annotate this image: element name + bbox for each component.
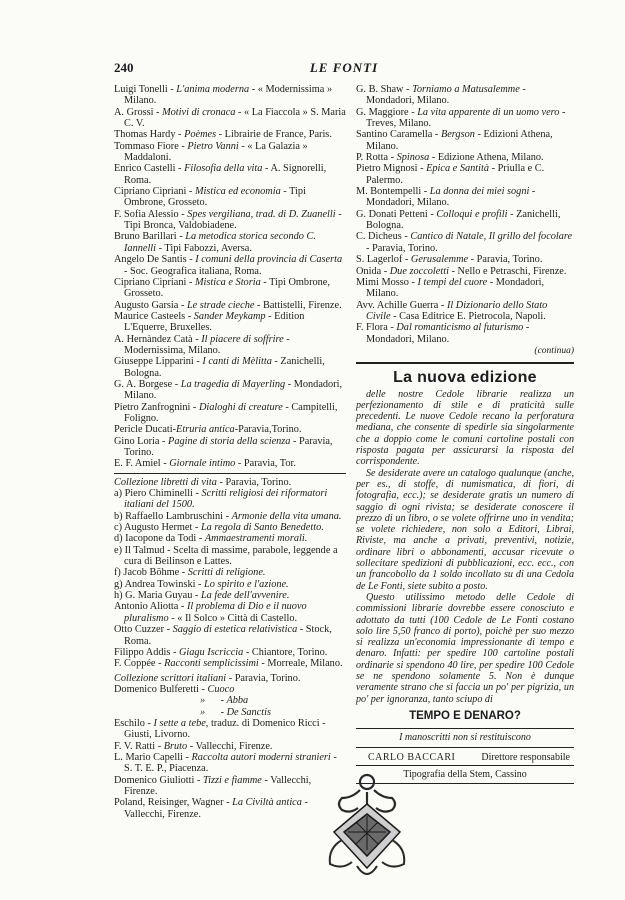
bibliography-entry: Giuseppe Lipparini - I canti di Mèlitta - Zanichelli, Bologna. bbox=[114, 356, 325, 379]
bibliography-entry: F. Flora - Dal romanticismo al futurismo - Mondadori, Milano. bbox=[356, 322, 530, 345]
bibliography-entry: F. Coppée - Racconti semplicissimi - Morreale, Milano. bbox=[114, 658, 343, 670]
bibliography-entry: F. V. Ratti - Bruto - Vallecchi, Firenze. bbox=[114, 740, 273, 752]
director-name: CARLO BACCARI bbox=[368, 751, 456, 763]
continued-note: (continua) bbox=[534, 345, 574, 356]
bibliography-entry: Enrico Castelli - Filosofia della vita - A. Signorelli, Roma. bbox=[114, 163, 327, 186]
notice-slogan: TEMPO E DENARO? bbox=[409, 709, 521, 722]
bibliography-entry: Tommaso Fiore - Pietro Vanni - « La Galazia » Maddaloni. bbox=[114, 140, 308, 164]
bibliography-entry: C. Dicheus - Cantico di Natale, Il grillo del focolare - Paravia, Torino. bbox=[356, 231, 573, 254]
bibliography-entry: A. Grossi - Motivi di cronaca - « La Fiaccola » S. Maria C. V. bbox=[114, 106, 346, 130]
bibliography-entry: L. Mario Capelli - Raccolta autori moderni stranieri - S. T. E. P., Piacenza. bbox=[114, 751, 337, 775]
section-divider bbox=[114, 473, 346, 474]
bibliography-entry: E. F. Amiel - Giornale intimo - Paravia, Tor. bbox=[114, 458, 296, 470]
ditto-row: » - Abba bbox=[200, 695, 249, 707]
bibliography-entry: Onida - Due zoccoletti - Nello e Petraschi, Firenze. bbox=[356, 265, 567, 277]
bibliography-entry: Bruno Barillari - La metodica storica secondo C. Iannelli - Tipi Fabozzi, Aversa. bbox=[114, 231, 316, 254]
bibliography-entry: Pietro Mignosi - Epica e Santità - Priulla e C. Palermo. bbox=[356, 163, 545, 186]
running-title: LE FONTI bbox=[309, 60, 379, 75]
bibliography-entry: Otto Cuzzer - Saggio di estetica relativistica - Stock, Roma. bbox=[114, 624, 332, 647]
page-number: 240 bbox=[114, 60, 134, 75]
bibliography-entry: Santino Caramella - Bergson - Edizioni Athena, Milano. bbox=[356, 129, 553, 152]
manuscripts-note: I manoscritti non si restituiscono bbox=[399, 732, 531, 744]
notice-paragraph: delle nostre Cedole librarie realizza un perfezionamento di stile e di praticità sulle precedenti. Le nuove Cedole recano la perforatura mediana, che consente di spedirle sia singolarmente che a doppio come le comuni cartoline postali con risposta pagata per assicurarsi la risposta del corrispondente. bbox=[356, 388, 574, 468]
bibliography-entry: Domenico Giuliotti - Tizzi e fiamme - Vallecchi, Firenze. bbox=[114, 774, 312, 797]
bibliography-entry: A. Hernàndez Catà - Il piacere di soffrire - Modernissima, Milano. bbox=[114, 333, 290, 356]
bibliography-entry: S. Lagerlof - Gerusalemme - Paravia, Torino. bbox=[356, 254, 543, 266]
printer-line: Tipografia della Stem, Cassino bbox=[403, 768, 527, 780]
collection-item: c) Augusto Hermet - La regola di Santo Benedetto. bbox=[114, 522, 324, 534]
bibliography-entry: Avv. Achille Guerra - Il Dizionario dello Stato Civile - Casa Editrice E. Pietrocola, Napoli. bbox=[356, 299, 548, 322]
page-header bbox=[114, 60, 574, 76]
bibliography-entry: Thomas Hardy - Poèmes - Librairie de France, Paris. bbox=[114, 129, 332, 141]
collection-item: e) Il Talmud - Scelta di massime, parabole, leggende a cura di Beilinson e Lattes. bbox=[114, 544, 338, 568]
collection-item: g) Andrea Towinski - Lo spirito e l'azione. bbox=[114, 578, 289, 590]
bibliography-entry: Maurice Casteels - Sander Meykamp - Edition L'Equerre, Bruxelles. bbox=[114, 310, 305, 334]
bibliography-entry: F. Sofia Alessio - Spes vergiliana, trad. di D. Zuanelli - Tipi Bronca, Valdobiadene. bbox=[114, 208, 342, 232]
entry-list-1 bbox=[114, 84, 346, 470]
heraldic-emblem-icon bbox=[312, 770, 422, 885]
bibliography-entry: Augusto Garsia - Le strade cieche - Battistelli, Firenze. bbox=[114, 299, 342, 311]
notice-paragraph: Questo utilissimo metodo delle Cedole di commissioni librarie dovrebbe essere conosciuto e adottato da tutti (100 Cedole de Le Fonti costano solo lire 5,50 franco di porto), poichè per suo mezzo si realizza un'economia impressionante di tempo e denaro. Infatti: per spedire 100 cartoline postali ordinarie si spendono 40 lire, per spedire 100 Cedole se ne spendono solamente 5. Non è dunque veramente strano che si faccia un po' per pigrizia, un po' per ignoranza, tanto sciupo di bbox=[356, 591, 574, 705]
collection-libretti bbox=[114, 477, 346, 602]
ditto-row: » - De Sanctis bbox=[200, 706, 271, 718]
bibliography-entry: Eschilo - I sette a tebe, traduz. di Domenico Ricci - Giusti, Livorno. bbox=[114, 717, 326, 741]
bibliography-entry: Mimi Mosso - I tempi del cuore - Mondadori, Milano. bbox=[356, 276, 545, 300]
bibliography-entry: M. Bontempelli - La donna dei miei sogni - Mondadori, Milano. bbox=[356, 186, 536, 209]
collection-item: a) Piero Chiminelli - Scritti religiosi dei riformatori italiani del 1500. bbox=[114, 488, 328, 511]
collection-item: b) Raffaello Lambruschini - Armonie della vita umana. bbox=[114, 510, 342, 522]
director-role: Direttore responsabile bbox=[481, 751, 570, 763]
entry-list-right bbox=[356, 84, 574, 357]
collection-item: d) Iacopone da Todi - Ammaestramenti morali. bbox=[114, 533, 308, 545]
collection-item: h) G. Maria Guyau - La fede dell'avvenire. bbox=[114, 590, 290, 602]
notice-paragraph: Se desiderate avere un catalogo qualunque (anche, per es., di stoffe, di numismatica, di fiori, di fotografia, ecc.); se desiderate gratis un numero di saggio di ogni rivista; se desiderate conoscere il prezzo di un libro, o se volete offrirne uno in vendita; se volete richiedere, non solo a Editori, Librai, Riviste, ma anche a privati, preventivi, notizie, ordinare libri o abbonamenti, accusar ricevute o sollecitare spedizioni di pubblicazioni, ecc. ecc., con un francobollo da 1 soldo incollato su di una Cedola de Le Fonti, siete subito a posto. bbox=[356, 467, 574, 592]
collection-heading: Collezione libretti di vita - Paravia, Torino. bbox=[114, 476, 292, 488]
left-column bbox=[114, 84, 346, 820]
bibliography-entry: Poland, Reisinger, Wagner - La Civiltà antica - Vallecchi, Firenze. bbox=[114, 797, 308, 820]
bibliography-entry: Pietro Zanfrognini - Dialoghi di creature - Campitelli, Foligno. bbox=[114, 401, 338, 424]
collection-heading: Collezione scrittori italiani - Paravia, Torino. bbox=[114, 672, 301, 684]
bibliography-entry: Angelo De Santis - I comuni della provincia di Caserta - Soc. Geografica italiana, Roma. bbox=[114, 254, 343, 277]
notice-title: La nuova edizione bbox=[393, 369, 537, 387]
bibliography-entry: Luigi Tonelli - L'anima moderna - « Modernissima » Milano. bbox=[114, 84, 333, 107]
director-line bbox=[356, 748, 574, 765]
bibliography-entry: G. B. Shaw - Torniamo a Matusalemme - Mondadori, Milano. bbox=[356, 84, 526, 107]
bibliography-entry: Cipriano Cipriani - Mistica ed economia - Tipi Ombrone, Grosseto. bbox=[114, 186, 306, 209]
bibliography-entry: Pericle Ducati-Etruria antica-Paravia,Torino. bbox=[114, 424, 302, 436]
right-column bbox=[356, 84, 574, 784]
bibliography-entry: G. Donati Petteni - Colloqui e profili - Zanichelli, Bologna. bbox=[356, 208, 561, 232]
collection-item: f) Jacob Böhme - Scritti di religione. bbox=[114, 567, 266, 579]
bibliography-entry: Antonio Aliotta - Il problema di Dio e il nuovo pluralismo - « Il Solco » Città di Castello. bbox=[114, 601, 307, 624]
bibliography-entry: Filippo Addis - Giagu Iscriccia - Chiantore, Torino. bbox=[114, 646, 328, 658]
notice-body bbox=[356, 389, 574, 705]
bibliography-entry: P. Rotta - Spinosa - Edizione Athena, Milano. bbox=[356, 152, 544, 164]
entry-list-2 bbox=[114, 601, 346, 669]
bibliography-entry: G. Maggiore - La vita apparente di un uomo vero - Treves, Milano. bbox=[356, 106, 566, 130]
collection-item: Domenico Bulferetti - Cuoco bbox=[114, 683, 235, 695]
bibliography-entry: Cipriano Cipriani - Mistica e Storia - Tipi Ombrone, Grosseto. bbox=[114, 276, 330, 300]
section-divider bbox=[356, 362, 574, 364]
notice bbox=[356, 369, 574, 722]
collection-scrittori bbox=[114, 673, 346, 718]
bibliography-entry: G. A. Borgese - La tragedia di Mayerling - Mondadori, Milano. bbox=[114, 378, 343, 402]
bibliography-entry: Gino Loria - Pagine di storia della scienza - Paravia, Torino. bbox=[114, 435, 333, 458]
